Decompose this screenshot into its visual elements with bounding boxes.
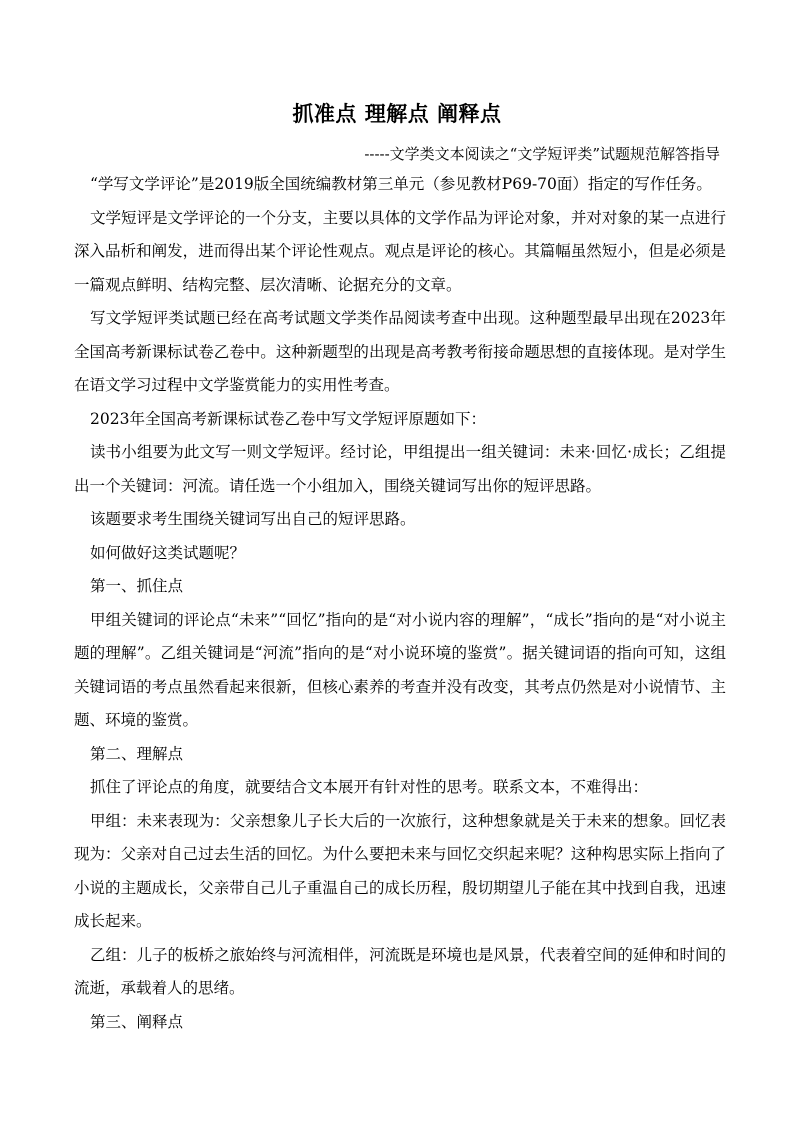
document-title: 抓准点 理解点 阐释点 [292,102,502,126]
paragraph-original-question-intro: 2023年全国高考新课标试卷乙卷中写文学短评原题如下： [90,409,486,428]
section-heading-3: 第三、阐释点 [90,1012,184,1031]
paragraph-section-1: 甲组关键词的评论点“未来”“回忆”指向的是“对小说内容的理解”，“成长”指向的是“对小说主题的理解”。乙组关键词是“河流”指向的是“对小说环境的鉴赏”。据关键词语的指向可知，这组关键词语的考点虽然看起来很新，但核心素养的考查并没有改变，其考点仍然是对小说情节、主题、环境的鉴赏。 [74,610,726,729]
paragraph-group-b: 乙组：儿子的板桥之旅始终与河流相伴，河流既是环境也是风景，代表着空间的延伸和时间的流逝，承载着人的思绪。 [74,945,726,997]
section-heading-1: 第一、抓住点 [90,577,184,595]
paragraph-requirement: 该题要求考生围绕关键词写出自己的短评思路。 [90,510,416,528]
paragraph-intro: “学写文学评论”是2019版全国统编教材第三单元（参见教材P69-70面）指定的写作任务。 [90,175,712,193]
document-body [74,168,726,1039]
paragraph-section-2-intro: 抓住了评论点的角度，就要结合文本展开有针对性的思考。联系文本，不难得出： [90,778,649,796]
section-heading-2: 第二、理解点 [90,744,184,763]
paragraph-how-to: 如何做好这类试题呢？ [90,543,246,562]
paragraph-group-a: 甲组：未来表现为：父亲想象儿子长大后的一次旅行，这种想象就是关于未来的想象。回忆表现为：父亲对自己过去生活的回忆。为什么要把未来与回忆交织起来呢？这种构思实际上指向了小说的主题成长，父亲带自己儿子重温自己的成长历程，殷切期望儿子能在其中找到自我，迅速成长起来。 [74,811,726,930]
paragraph-exam-appearance: 写文学短评类试题已经在高考试题文学类作品阅读考查中出现。这种题型最早出现在2023年全国高考新课标试卷乙卷中。这种新题型的出现是高考教考衔接命题思想的直接体现。是对学生在语文学习过程中文学鉴赏能力的实用性考查。 [74,309,726,394]
document-subtitle: -----文学类文本阅读之“文学短评类”试题规范解答指导 [364,145,720,163]
paragraph-definition: 文学短评是文学评论的一个分支，主要以具体的文学作品为评论对象，并对对象的某一点进行深入品析和阐发，进而得出某个评论性观点。观点是评论的核心。其篇幅虽然短小，但是必须是一篇观点鲜明、结构完整、层次清晰、论据充分的文章。 [74,208,726,294]
paragraph-original-question: 读书小组要为此文写一则文学短评。经讨论，甲组提出一组关键词：未来·回忆·成长；乙组提出一个关键词：河流。请任选一个小组加入，围绕关键词写出你的短评思路。 [74,443,726,495]
